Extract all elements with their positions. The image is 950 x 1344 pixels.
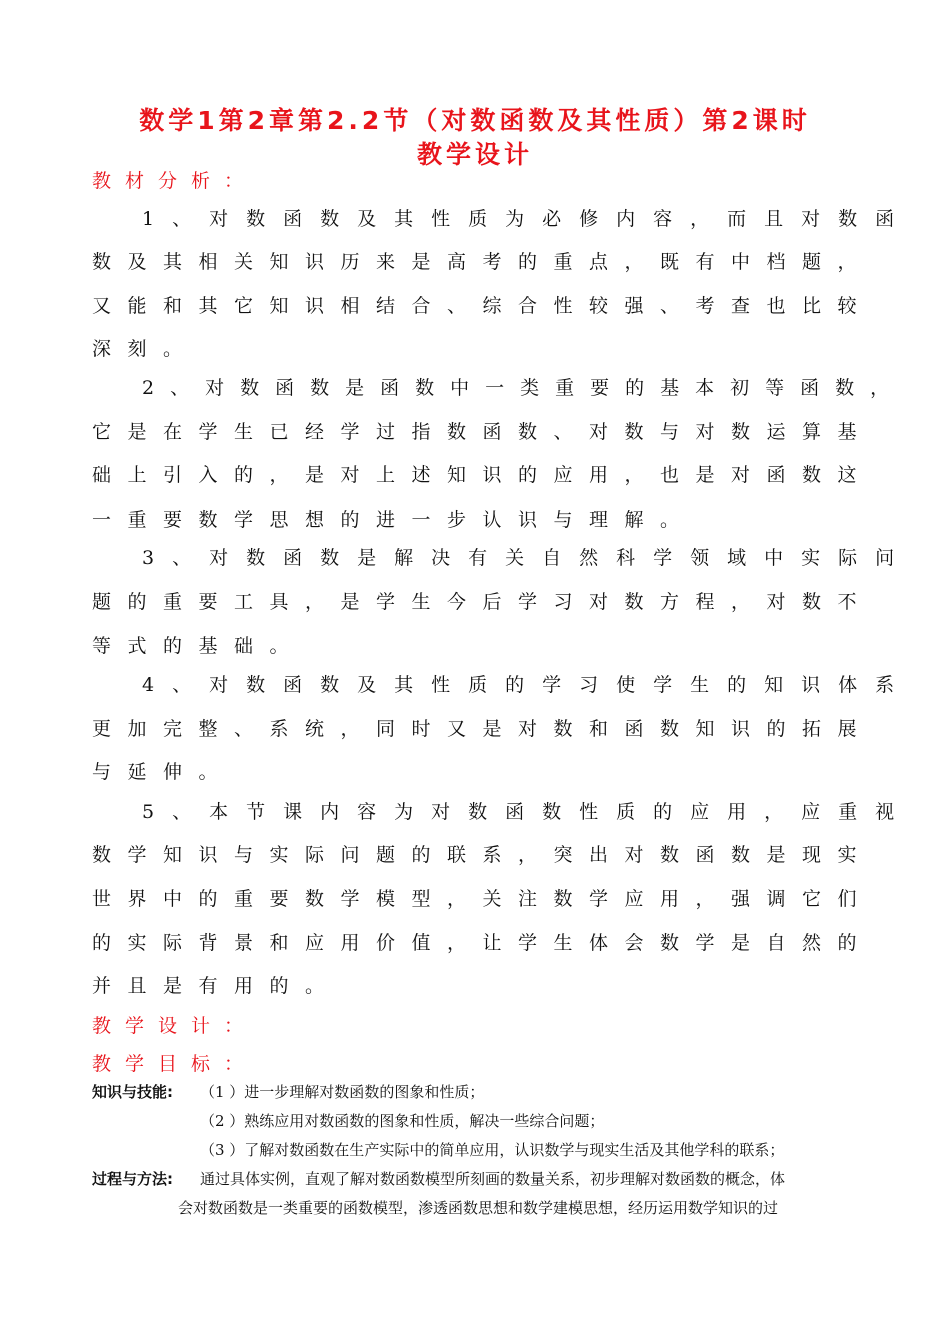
knowledge-item: （1 ）进一步理解对数函数的图象和性质；: [200, 1083, 485, 1101]
analysis-line: 与延伸。: [92, 761, 235, 783]
analysis-line: 一重要数学思想的进一步认识与理解。: [92, 509, 696, 531]
heading-teaching-goals: 教学目标：: [92, 1053, 258, 1075]
analysis-line: 并且是有用的。: [92, 975, 341, 997]
knowledge-skills-label: 知识与技能:: [92, 1083, 173, 1101]
knowledge-item: （2 ）熟练应用对数函数的图象和性质，解决一些综合问题；: [200, 1112, 605, 1130]
process-methods-label: 过程与方法:: [92, 1170, 173, 1188]
analysis-line: 它是在学生已经学过指数函数、对数与对数运算基: [92, 421, 874, 443]
analysis-line: 3、对数函数是解决有关自然科学领域中实际问: [142, 547, 913, 569]
analysis-line: 又能和其它知识相结合、综合性较强、考查也比较: [92, 295, 874, 317]
analysis-line: 更加完整、系统，同时又是对数和函数知识的拓展: [92, 718, 874, 740]
knowledge-item: （3 ）了解对数函数在生产实际中的简单应用，认识数学与现实生活及其他学科的联系；: [200, 1141, 785, 1159]
process-line: 通过具体实例，直观了解对数函数模型所刻画的数量关系，初步理解对数函数的概念，体: [200, 1170, 786, 1188]
analysis-line: 础上引入的，是对上述知识的应用，也是对函数这: [92, 464, 874, 486]
heading-textbook-analysis: 教材分析：: [92, 170, 258, 192]
analysis-line: 题的重要工具，是学生今后学习对数方程，对数不: [92, 591, 874, 613]
analysis-line: 4、对数函数及其性质的学习使学生的知识体系: [142, 674, 913, 696]
analysis-line: 世界中的重要数学模型，关注数学应用，强调它们: [92, 888, 874, 910]
analysis-line: 数及其相关知识历来是高考的重点，既有中档题，: [92, 251, 874, 273]
process-line: 会对数函数是一类重要的函数模型，渗透函数思想和数学建模思想，经历运用数学知识的过: [178, 1199, 779, 1217]
heading-teaching-design: 教学设计：: [92, 1015, 258, 1037]
analysis-line: 5、本节课内容为对数函数性质的应用，应重视: [142, 801, 913, 823]
analysis-line: 1、对数函数及其性质为必修内容，而且对数函: [142, 208, 913, 230]
analysis-line: 数学知识与实际问题的联系，突出对数函数是现实: [92, 844, 874, 866]
document-title-line1: 数学1第2章第2.2节（对数函数及其性质）第2课时: [139, 106, 811, 135]
analysis-line: 的实际背景和应用价值，让学生体会数学是自然的: [92, 932, 874, 954]
analysis-line: 深刻。: [92, 338, 199, 360]
analysis-line: 2、对数函数是函数中一类重要的基本初等函数，: [142, 377, 906, 399]
analysis-line: 等式的基础。: [92, 635, 306, 657]
document-title-line2: 教学设计: [416, 140, 533, 169]
